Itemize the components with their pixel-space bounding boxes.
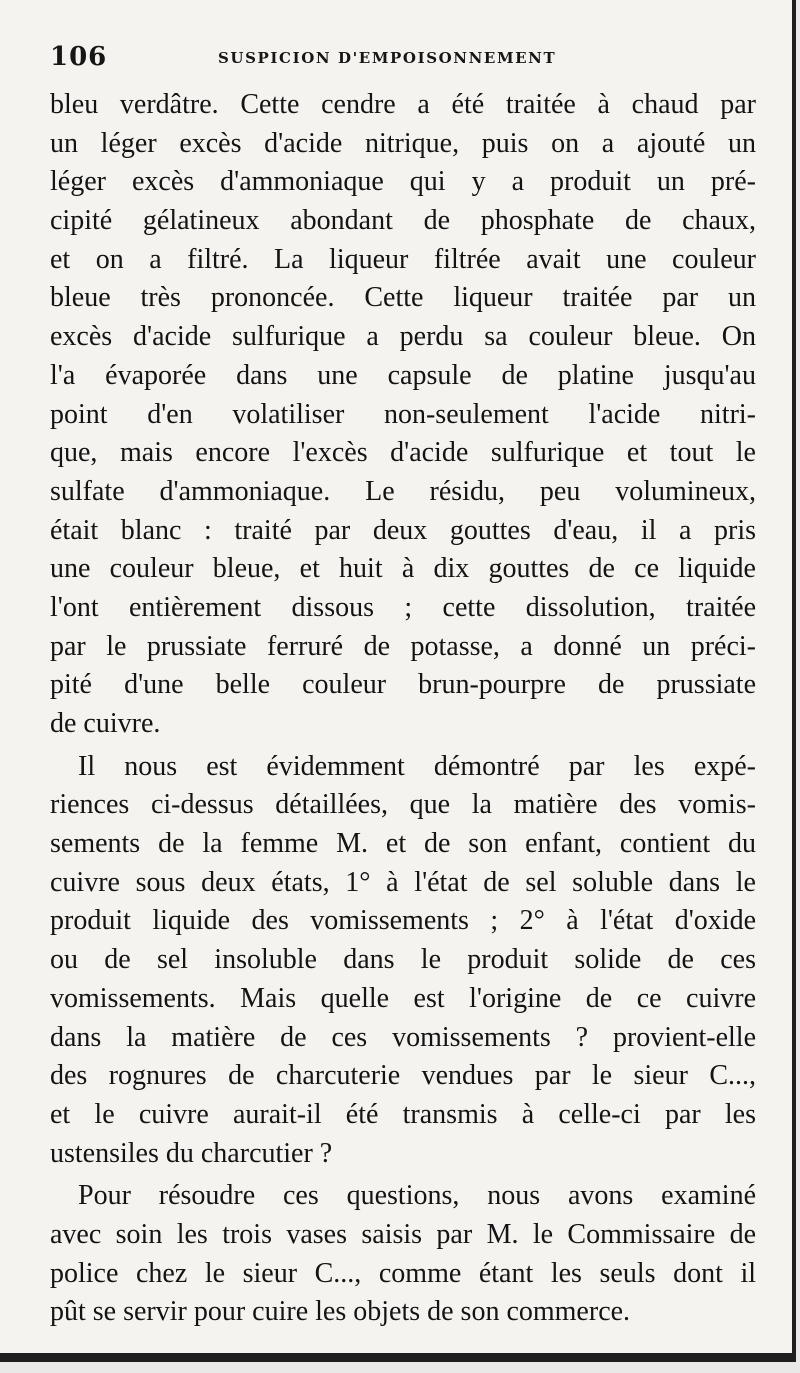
text-line: de cuivre. <box>50 708 161 739</box>
text-line: cuivre sous deux états, 1° à l'état de sel soluble dans le <box>50 866 756 898</box>
text-line: Pour résoudre ces questions, nous avons examiné <box>78 1180 756 1212</box>
text-line: et le cuivre aurait-il été transmis à celle-ci par les <box>50 1098 756 1130</box>
text-line: et on a filtré. La liqueur filtrée avait une couleur <box>50 243 756 275</box>
text-line: sulfate d'ammoniaque. Le résidu, peu volumineux, <box>50 475 756 507</box>
text-line: l'a évaporée dans une capsule de platine jusqu'au <box>50 359 756 391</box>
text-line: police chez le sieur C..., comme étant les seuls dont il <box>50 1257 756 1289</box>
text-line: bleu verdâtre. Cette cendre a été traitée à chaud par <box>50 89 756 120</box>
text-line: avec soin les trois vases saisis par M. le Commissaire de <box>50 1218 756 1250</box>
paragraph <box>50 1177 756 1332</box>
text-line: cipité gélatineux abondant de phosphate de chaux, <box>50 205 756 237</box>
text-line: pité d'une belle couleur brun-pourpre de prussiate <box>50 669 756 701</box>
text-line: excès d'acide sulfurique a perdu sa couleur bleue. On <box>50 321 756 353</box>
text-line: dans la matière de ces vomissements ? provient-elle <box>50 1021 756 1053</box>
running-head: SUSPICION D'EMPOISONNEMENT <box>218 49 557 67</box>
text-line: l'ont entièrement dissous ; cette dissolution, traitée <box>50 591 756 623</box>
text-line: sements de la femme M. et de son enfant, contient du <box>50 828 756 860</box>
text-line: vomissements. Mais quelle est l'origine de ce cuivre <box>50 982 756 1014</box>
paragraph <box>50 86 756 744</box>
text-line: des rognures de charcuterie vendues par le sieur C..., <box>50 1060 756 1092</box>
page-header <box>50 42 756 78</box>
paragraph <box>50 748 756 1174</box>
text-line: ustensiles du charcutier ? <box>50 1137 333 1169</box>
text-line: par le prussiate ferruré de potasse, a donné un préci- <box>50 630 756 662</box>
text-line: produit liquide des vomissements ; 2° à l'état d'oxide <box>50 905 756 937</box>
text-line: riences ci-dessus détaillées, que la matière des vomis- <box>50 789 756 821</box>
text-line: ou de sel insoluble dans le produit solide de ces <box>50 944 756 976</box>
text-line: un léger excès d'acide nitrique, puis on a ajouté un <box>50 127 756 159</box>
page-number: 106 <box>50 42 108 72</box>
body-text <box>50 86 756 1332</box>
text-line: léger excès d'ammoniaque qui y a produit un pré- <box>50 166 756 198</box>
text-line: était blanc : traité par deux gouttes d'eau, il a pris <box>50 514 756 546</box>
text-line: point d'en volatiliser non-seulement l'acide nitri- <box>50 398 756 430</box>
text-line: une couleur bleue, et huit à dix gouttes de ce liquide <box>50 553 756 585</box>
text-line: que, mais encore l'excès d'acide sulfurique et tout le <box>50 437 756 469</box>
text-line: pût se servir pour cuire les objets de son commerce. <box>50 1296 631 1328</box>
text-line: bleue très prononcée. Cette liqueur traitée par un <box>50 282 756 314</box>
text-line: Il nous est évidemment démontré par les expé- <box>78 750 756 782</box>
